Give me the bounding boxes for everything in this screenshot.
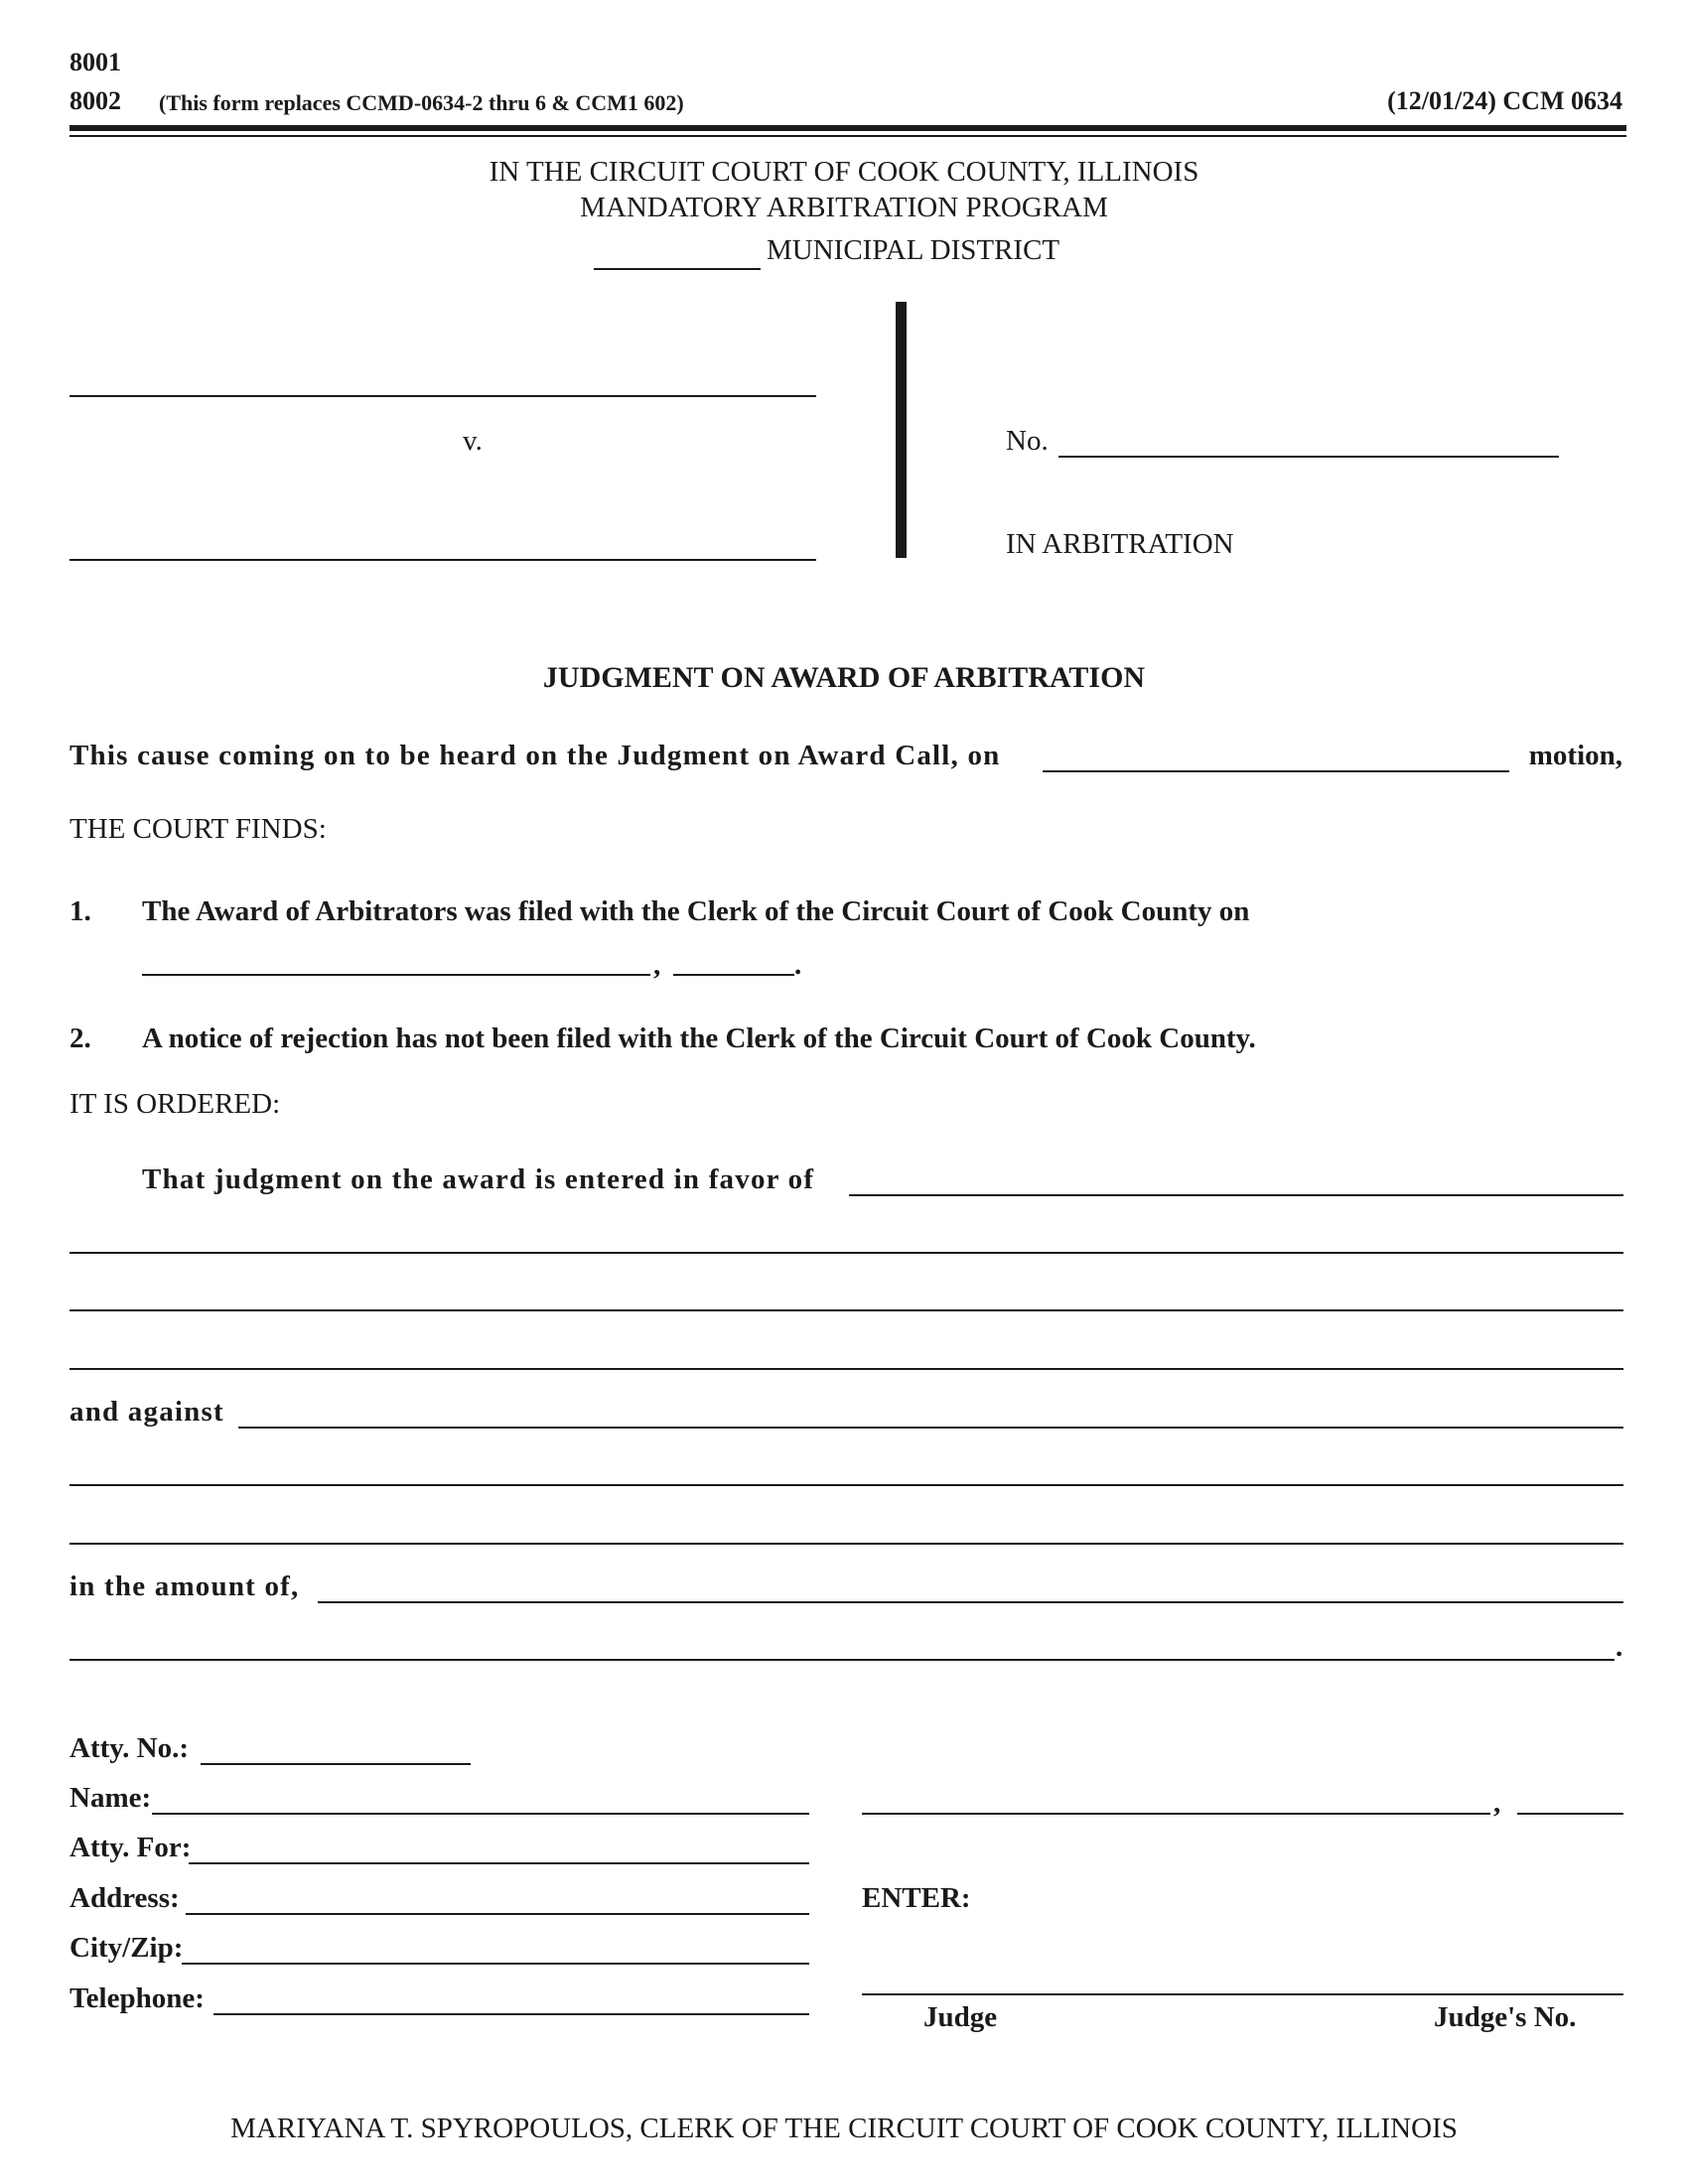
judge-label: Judge xyxy=(923,2001,998,2033)
against-line-2[interactable] xyxy=(70,1484,1623,1486)
district-label: MUNICIPAL DISTRICT xyxy=(767,234,1060,266)
in-arbitration-label: IN ARBITRATION xyxy=(1006,528,1234,560)
amount-period: . xyxy=(1616,1631,1623,1663)
against-line-1[interactable] xyxy=(238,1427,1623,1429)
name-line[interactable] xyxy=(152,1813,809,1815)
amount-line-2[interactable] xyxy=(70,1659,1615,1661)
against-line-3[interactable] xyxy=(70,1543,1623,1545)
judgment-favor-text: That judgment on the award is entered in favor of xyxy=(142,1163,815,1195)
atty-no-line[interactable] xyxy=(201,1763,471,1765)
amount-label: in the amount of, xyxy=(70,1570,300,1602)
filed-date-comma: , xyxy=(653,949,661,981)
amount-line-1[interactable] xyxy=(318,1601,1623,1603)
finding-1-number: 1. xyxy=(70,895,91,927)
filed-date-period: . xyxy=(794,949,802,981)
replaces-note: (This form replaces CCMD-0634-2 thru 6 & CCM1 602) xyxy=(159,90,684,115)
ordered-heading: IT IS ORDERED: xyxy=(70,1088,281,1120)
versus-label: v. xyxy=(463,425,483,457)
program-name: MANDATORY ARBITRATION PROGRAM xyxy=(580,192,1108,223)
motion-party-line[interactable] xyxy=(1043,770,1509,772)
form-number-8002: 8002 xyxy=(70,86,121,115)
plaintiff-line[interactable] xyxy=(70,395,816,397)
entry-year-line[interactable] xyxy=(1517,1813,1623,1815)
case-no-line[interactable] xyxy=(1058,456,1559,458)
district-blank[interactable] xyxy=(594,268,761,270)
header-rule-thick xyxy=(70,125,1626,131)
defendant-line[interactable] xyxy=(70,559,816,561)
finding-2-number: 2. xyxy=(70,1023,91,1054)
telephone-line[interactable] xyxy=(213,2013,809,2015)
name-label: Name: xyxy=(70,1782,152,1814)
court-finds-heading: THE COURT FINDS: xyxy=(70,813,327,845)
enter-label: ENTER: xyxy=(862,1882,971,1914)
entry-date-line[interactable] xyxy=(862,1813,1490,1815)
favor-line-2[interactable] xyxy=(70,1252,1623,1254)
address-label: Address: xyxy=(70,1882,180,1914)
judge-signature-line[interactable] xyxy=(862,1993,1623,1995)
finding-2-text: A notice of rejection has not been filed with the Clerk of the Circuit Court of Cook County. xyxy=(142,1023,1256,1054)
entry-date-comma: , xyxy=(1493,1787,1501,1819)
atty-for-label: Atty. For: xyxy=(70,1832,192,1863)
filed-date-line[interactable] xyxy=(142,974,650,976)
favor-line-1[interactable] xyxy=(849,1194,1623,1196)
case-no-label: No. xyxy=(1006,425,1049,457)
court-name: IN THE CIRCUIT COURT OF COOK COUNTY, ILLINOIS xyxy=(489,156,1199,188)
motion-label: motion, xyxy=(1528,740,1622,771)
form-number-8001: 8001 xyxy=(70,48,121,76)
address-line[interactable] xyxy=(186,1913,809,1915)
favor-line-3[interactable] xyxy=(70,1309,1623,1311)
city-zip-line[interactable] xyxy=(182,1963,809,1965)
clerk-footer: MARIYANA T. SPYROPOULOS, CLERK OF THE CIRCUIT COURT OF COOK COUNTY, ILLINOIS xyxy=(230,2113,1458,2144)
city-zip-label: City/Zip: xyxy=(70,1932,184,1964)
judge-no-label: Judge's No. xyxy=(1434,2001,1577,2033)
atty-for-line[interactable] xyxy=(189,1862,809,1864)
finding-1-text: The Award of Arbitrators was filed with the Clerk of the Circuit Court of Cook County on xyxy=(142,895,1250,927)
favor-line-4[interactable] xyxy=(70,1368,1623,1370)
intro-text: This cause coming on to be heard on the Judgment on Award Call, on xyxy=(70,740,1001,771)
and-against-label: and against xyxy=(70,1396,224,1428)
telephone-label: Telephone: xyxy=(70,1982,205,2014)
document-title: JUDGMENT ON AWARD OF ARBITRATION xyxy=(542,661,1146,694)
form-code: (12/01/24) CCM 0634 xyxy=(1387,86,1622,115)
atty-no-label: Atty. No.: xyxy=(70,1732,190,1764)
filed-year-line[interactable] xyxy=(673,974,794,976)
caption-divider xyxy=(896,302,907,558)
header-rule-thin xyxy=(70,135,1626,137)
